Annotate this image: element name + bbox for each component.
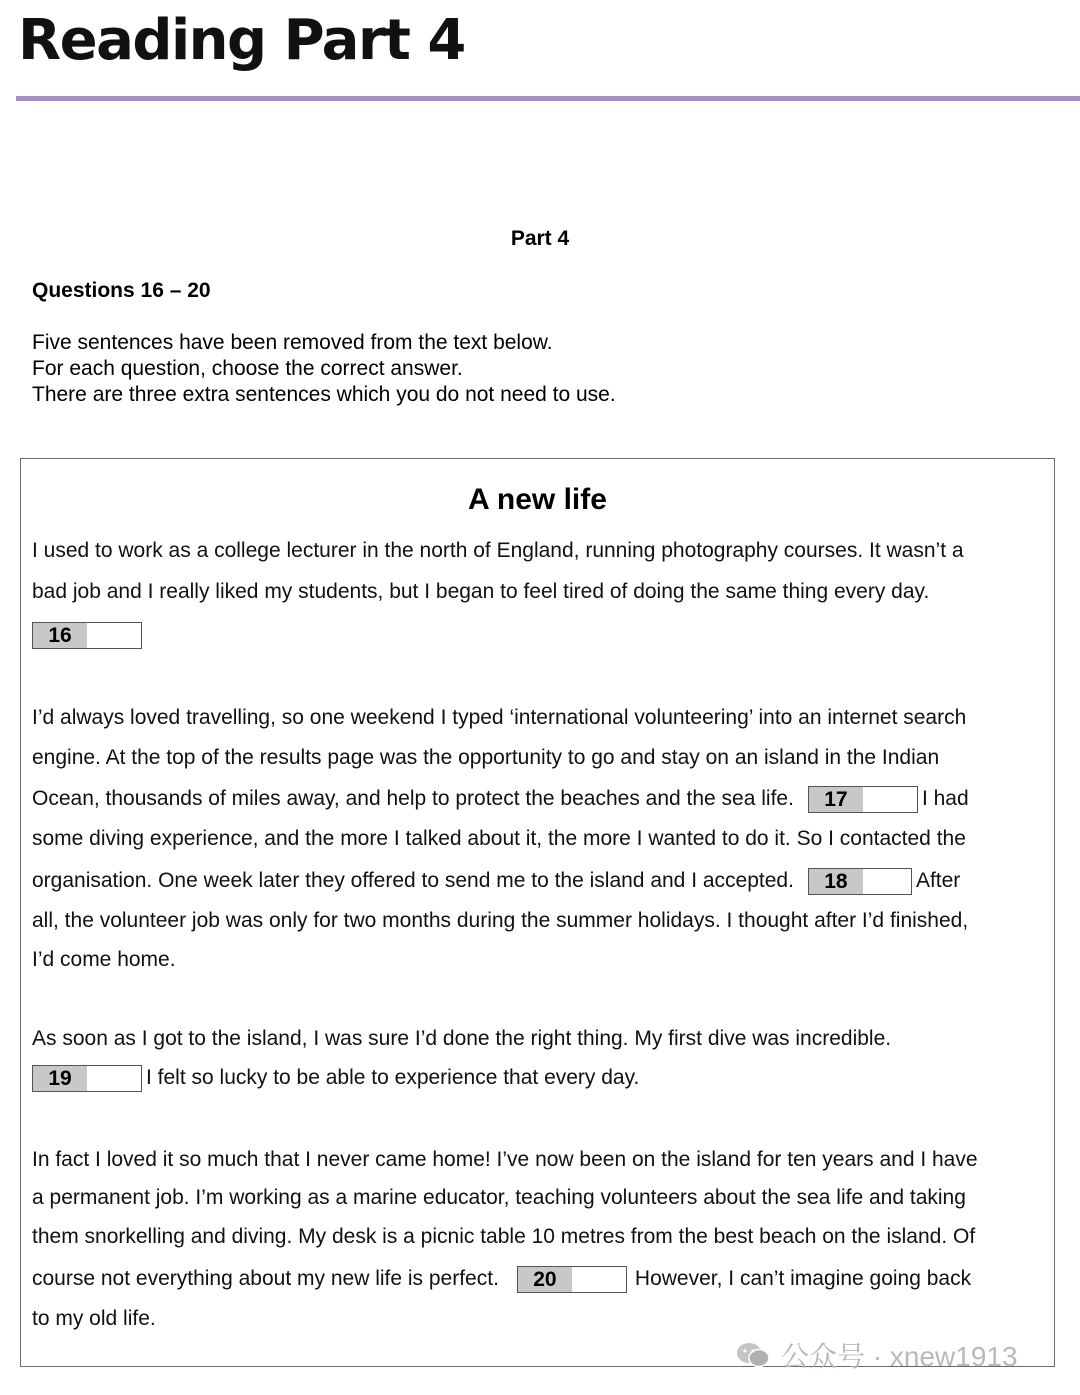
gap-18[interactable] [808,868,912,895]
gap-number: 18 [809,869,863,894]
gap-17[interactable] [808,786,918,813]
instruction-line: Five sentences have been removed from the text below. [32,331,553,354]
text-segment: organisation. One week later they offered to send me to the island and I accepted. [32,869,794,893]
text-line: engine. At the top of the results page was the opportunity to go and stay on an island in the Indian [32,746,940,769]
text-line [28,1065,639,1092]
gap-number: 19 [33,1066,87,1091]
gap-number: 20 [518,1267,572,1292]
watermark-text: 公众号 · xnew1913 [781,1341,1018,1372]
part-label: Part 4 [510,227,570,250]
text-segment: course not everything about my new life is perfect. [32,1267,499,1291]
gap-19[interactable] [32,1065,142,1092]
wechat-icon [735,1341,771,1369]
watermark [735,1335,1018,1375]
questions-label: Questions 16 – 20 [32,279,211,302]
text-line: bad job and I really liked my students, but I began to feel tired of doing the same thing every day. [32,580,930,603]
gap-number: 17 [809,787,863,812]
article-box [20,458,1055,1367]
instruction-line: There are three extra sentences which you do not need to use. [32,383,616,406]
text-segment: I felt so lucky to be able to experience that every day. [146,1066,640,1090]
text-segment: After [915,869,961,893]
text-line: In fact I loved it so much that I never came home! I’ve now been on the island for ten years and I have [32,1148,978,1171]
gap-16[interactable] [32,622,142,649]
text-segment: I had [921,787,969,811]
instructions [32,330,616,408]
text-line [32,868,960,895]
text-line: As soon as I got to the island, I was sure I’d done the right thing. My first dive was incredible. [32,1027,892,1050]
instruction-line: For each question, choose the correct answer. [32,357,463,380]
text-segment: However, I can’t imagine going back [634,1267,972,1291]
page-title: Reading Part 4 [18,8,465,73]
article-title: A new life [468,483,607,516]
text-line: some diving experience, and the more I talked about it, the more I wanted to do it. So I contacted the [32,827,966,850]
text-line: them snorkelling and diving. My desk is a picnic table 10 metres from the best beach on the island. Of [32,1225,976,1248]
text-line: I’d always loved travelling, so one weekend I typed ‘international volunteering’ into an internet search [32,706,967,729]
text-line [32,786,969,813]
gap-number: 16 [33,623,87,648]
text-line: all, the volunteer job was only for two months during the summer holidays. I thought after I’d finished, [32,909,969,932]
header-divider [16,96,1080,101]
text-line: I used to work as a college lecturer in the north of England, running photography courses. It wasn’t a [32,539,964,562]
text-line: to my old life. [32,1307,156,1330]
text-line: I’d come home. [32,948,176,971]
gap-20[interactable] [517,1266,627,1293]
text-line: a permanent job. I’m working as a marine educator, teaching volunteers about the sea life and taking [32,1186,966,1209]
text-line [32,1266,971,1293]
text-segment: Ocean, thousands of miles away, and help to protect the beaches and the sea life. [32,787,794,811]
